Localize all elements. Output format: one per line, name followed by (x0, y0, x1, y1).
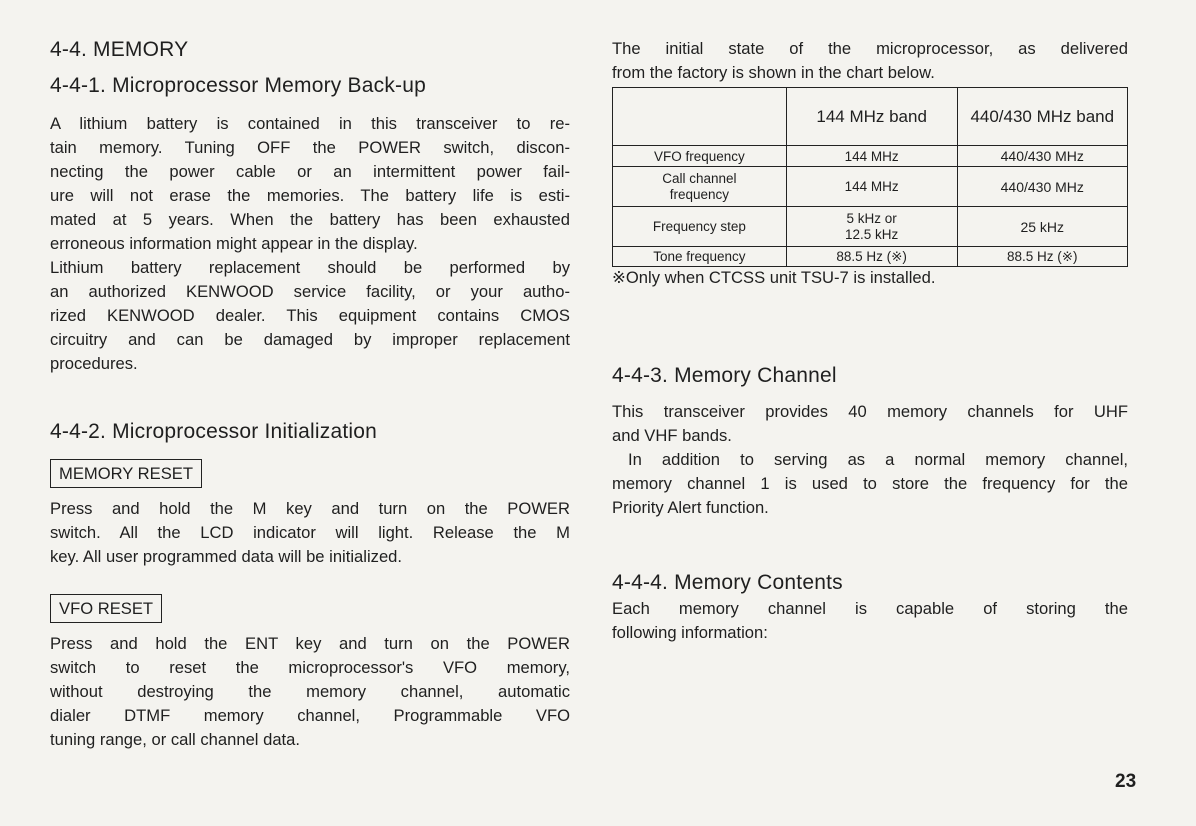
table-row (613, 167, 1128, 207)
initial-state-table (612, 87, 1128, 267)
contents-paragraph (612, 597, 1128, 645)
table-row (613, 207, 1128, 247)
table-cell: 440/430 MHz (957, 146, 1127, 167)
table-row (613, 247, 1128, 267)
text-line: In addition to serving as a normal memory channel, (628, 450, 1128, 469)
text-line: Priority Alert function. (612, 498, 769, 517)
table-cell: 440/430 MHz (957, 167, 1127, 207)
heading-backup: 4-4-1. Microprocessor Memory Back-up (50, 74, 426, 97)
table-cell: VFO frequency (613, 146, 787, 167)
table-cell: 5 kHz or 12.5 kHz (786, 207, 957, 247)
table-cell: 88.5 Hz (※) (786, 247, 957, 267)
table-footnote: ※Only when CTCSS unit TSU-7 is installed. (612, 268, 936, 287)
heading-init: 4-4-2. Microprocessor Initialization (50, 420, 377, 443)
text-line: switch. All the LCD indicator will light. Release the M (50, 523, 570, 542)
table-cell: Call channel frequency (613, 167, 787, 207)
table-cell: 88.5 Hz (※) (957, 247, 1127, 267)
table-cell: Tone frequency (613, 247, 787, 267)
text-line: A lithium battery is contained in this transceiver to re- (50, 114, 570, 133)
text-line: Press and hold the ENT key and turn on the POWER (50, 634, 570, 653)
text-line: mated at 5 years. When the battery has been exhausted (50, 210, 570, 229)
text-line: This transceiver provides 40 memory channels for UHF (612, 402, 1128, 421)
text-line: ure will not erase the memories. The battery life is esti- (50, 186, 570, 205)
table-cell: 144 MHz (786, 167, 957, 207)
page-number: 23 (1115, 771, 1137, 792)
text-line: key. All user programmed data will be initialized. (50, 547, 403, 566)
table-header-cell (613, 88, 787, 146)
text-line: rized KENWOOD dealer. This equipment contains CMOS (50, 306, 570, 325)
text-line: circuitry and can be damaged by improper replacement (50, 330, 570, 349)
text-line: dialer DTMF memory channel, Programmable VFO (50, 706, 570, 725)
text-line: Each memory channel is capable of storing the (612, 599, 1128, 618)
text-line: tain memory. Tuning OFF the POWER switch, discon- (50, 138, 570, 157)
text-line: erroneous information might appear in the display. (50, 234, 418, 253)
intro-paragraph (612, 37, 1128, 85)
text-line: Lithium battery replacement should be performed by (50, 258, 570, 277)
backup-paragraph (50, 112, 570, 376)
text-line: Press and hold the M key and turn on the POWER (50, 499, 570, 518)
table-header-cell: 144 MHz band (786, 88, 957, 146)
table-cell: 25 kHz (957, 207, 1127, 247)
table-header-cell: 440/430 MHz band (957, 88, 1127, 146)
text-line: switch to reset the microprocessor's VFO memory, (50, 658, 570, 677)
text-line: without destroying the memory channel, automatic (50, 682, 570, 701)
text-line: The initial state of the microprocessor, as delivered (612, 39, 1128, 58)
table-cell: 144 MHz (786, 146, 957, 167)
text-line: an authorized KENWOOD service facility, or your autho- (50, 282, 570, 301)
heading-memory: 4-4. MEMORY (50, 38, 189, 61)
heading-contents: 4-4-4. Memory Contents (612, 571, 843, 594)
heading-channel: 4-4-3. Memory Channel (612, 364, 837, 387)
table-cell: Frequency step (613, 207, 787, 247)
table-row (613, 146, 1128, 167)
table-header-row (613, 88, 1128, 146)
vfo-reset-paragraph (50, 632, 570, 752)
vfo-reset-label: VFO RESET (50, 594, 162, 623)
memory-reset-paragraph (50, 497, 570, 569)
memory-reset-label: MEMORY RESET (50, 459, 202, 488)
channel-paragraph (612, 400, 1128, 520)
text-line: and VHF bands. (612, 426, 732, 445)
text-line: memory channel 1 is used to store the frequency for the (612, 474, 1128, 493)
text-line: necting the power cable or an intermittent power fail- (50, 162, 570, 181)
text-line: from the factory is shown in the chart below. (612, 63, 935, 82)
text-line: tuning range, or call channel data. (50, 730, 301, 749)
text-line: procedures. (50, 354, 138, 373)
text-line: following information: (612, 623, 768, 642)
